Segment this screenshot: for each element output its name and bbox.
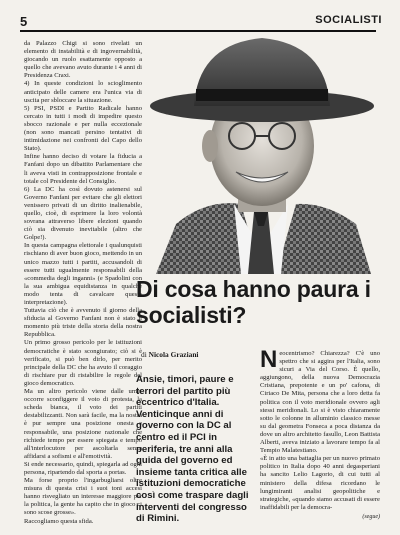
continued-marker: (segue) xyxy=(362,513,380,520)
page-number: 5 xyxy=(20,14,28,29)
left-column xyxy=(24,40,142,526)
paragraph: Infine hanno deciso di votare la fiducia a Fanfani dopo un dibattito Parlamentare che li aveva visti in contrapposizione frontale e totale col Presidente del Consiglio. xyxy=(24,153,142,185)
paragraph: 4) In queste condizioni lo scioglimento anticipato delle camere era l'unica via di uscita per sbloccare la situazione. xyxy=(24,80,142,104)
paragraph: «È in atto una battaglia per un nuovo primato politico in Italia dopo 40 anni degasperiani ha sancito Lelio Lagorio, di cui tutti al ministero della difesa ricordano le lungimiranti analisi geopolitiche e strategiche, «quando siamo accusati di essere inaffidabili per la democra- xyxy=(260,455,380,511)
paragraph: Raccogliamo questa sfida. xyxy=(24,517,94,525)
portrait-photo xyxy=(146,34,376,274)
paragraph: Ma forse proprio l'ingarbugliarsi oltre misura di questa crisi i suoi toni accesi hanno risvegliato un interesse maggiore per la politica, la gente ha capito che in gioco ci sono scose grosse». xyxy=(24,477,142,517)
byline-prefix: di xyxy=(141,350,147,359)
paragraph: Un primo grosso pericolo per le istituzioni democratiche è stato scongiurato; ciò si è verificato, si può ben dirlo, per merito principale della DC che ha avuto il coraggio di rischiare pur di ristabilire le regole del gioco democratico. xyxy=(24,339,142,387)
paragraph: Si ende necessario, quindi, spiegarla ad ogni persona, ripartendo dal sporta a portas. xyxy=(24,460,142,476)
paragraph: 6) La DC ha così dovuto astenersi sul Governo Fanfani per evitare che gli elettori venissero privati di un diritto inalienabile, quello, cioè, di esprimere la loro volontà sovrana attraverso libere elezioni quando ciò sia divenuto inevitabile (altro che Golpe!). xyxy=(24,185,142,242)
paragraph: Ma un altro pericolo viene dalle urne: occorre sconfiggere il voto di protesta, la scheda bianca, il voto dei partiti destabilizzanti. Non sarà facile, ma la nostra è pur sempre una posizione onesta e responsabile, una posizione razionale che richiede tempo per essere spiegata e tempo all'interlocutore per ascoltarla senza affidarsi a sofismi e all'emotività. xyxy=(24,388,142,460)
paragraph: In questa campagna elettorale i qualunquisti rischiano di aver buon gioco, mettendo in un unico mazzo tutti i partiti, accusandoli di essere tutti ugualmente responsabili della «commedia degli inganni» (e Spadolini con la sua ambigua equidistanza in qualche modo tenta di cavalcare questa interpretazione). xyxy=(24,242,142,306)
paragraph: 5) PSI, PSDI e Partito Radicale hanno cercato in tutti i modi di impedire questo sbocco razionale e per nulla eccezionale (non sono mancati persino tentativi di intimidazione nei confronti del Capo dello Stato). xyxy=(24,104,142,153)
drop-cap: N xyxy=(260,346,278,373)
article-lead: Ansie, timori, paure e terrori del partito più eccentrico d'Italia. Venticinque anni di governo con la DC al centro ed il PCI in periferia, tre anni alla guida del governo ed insieme tanta critica alle istituzioni democratiche così come traspare dagli interventi del congresso di Rimini. xyxy=(136,374,249,525)
paragraph: Tuttavia ciò che è avvenuto il giorno della sfiducia al Governo Fanfani non è stato il momento più triste della storia della nostra Repubblica. xyxy=(24,307,142,339)
article-title: Di cosa hanno paura i socialisti? xyxy=(136,276,371,328)
author-name: Nicola Graziani xyxy=(148,350,199,359)
right-column xyxy=(260,346,380,521)
section-label: SOCIALISTI xyxy=(315,14,382,26)
header-rule xyxy=(20,30,376,32)
man-in-hat-image xyxy=(146,34,376,274)
byline xyxy=(141,350,199,359)
paragraph: eocentrismo? Chiarezza? C'è uno spettro che si aggira per l'Italia, sono sicuri a Via del Corso. È quello, aggiungono, della nuova Democrazia Cristiana, prepotente e un po' cafona, di Ciriaco De Mita, persona che a loro detta fa politica con il voto meridionale ovvero agli stessi meridionali. Lo si è visto chiaramente sotto le colonne in alluminio classico messe su dal geometra Fonseca a poca distanza da dove un altro architetto fasullo, Leon Battista Alberti, aveva iniziato a lavorare tempo fa al Tempio Malatestiano. xyxy=(260,350,380,455)
paragraph: da Palazzo Chigi si sono rivelati un elemento di instabilità e di ingovernabilità, giocando un ruolo esattamente opposto a quello che avevano avuto durante i 4 anni di Presidenza Craxi. xyxy=(24,40,142,80)
